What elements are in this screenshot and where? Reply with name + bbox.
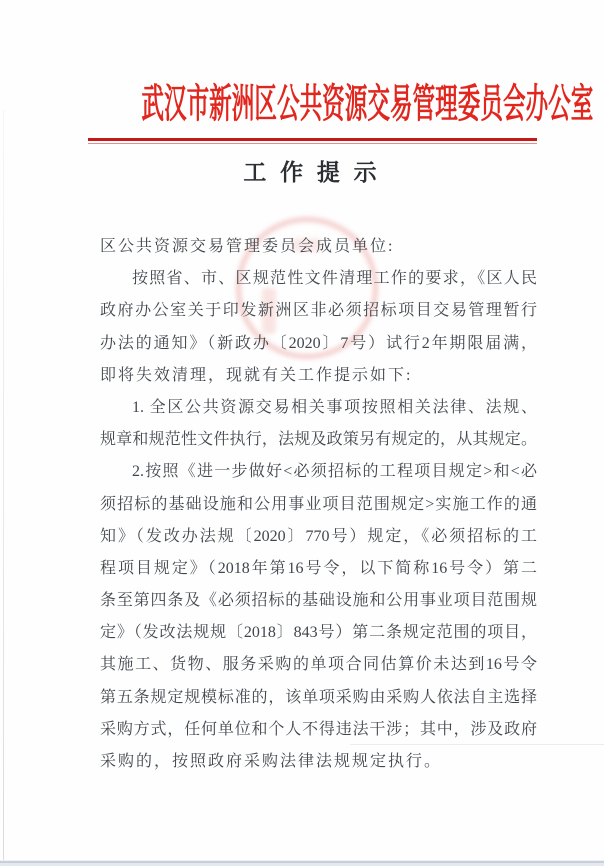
red-separator-rule [88, 138, 537, 141]
body-line: 即将失效清理，现就有关工作提示如下: [100, 366, 413, 384]
page-left-edge [3, 110, 4, 860]
document-body [100, 231, 537, 778]
body-line: 第五条规定规模标准的，该单项采购由采购人依法自主选择 [100, 688, 537, 706]
body-line: 采购方式，任何单位和个人不得违法干涉；其中，涉及政府 [100, 720, 537, 738]
body-line: 政府办公室关于印发新洲区非必须招标项目交易管理暂行 [100, 302, 537, 320]
body-line: 按照省、市、区规范性文件清理工作的要求，《区人民 [132, 270, 537, 288]
body-line: 办法的通知》（新政办〔2020〕7号）试行2年期限届满， [100, 334, 537, 352]
body-line: 规章和规范性文件执行，法规及政策另有规定的，从其规定。 [100, 431, 537, 449]
agency-header-title: 武汉市新洲区公共资源交易管理委员会办公室 [141, 81, 594, 126]
body-line: 2.按照《进一步做好<必须招标的工程项目规定>和<必 [132, 463, 537, 481]
document-title: 工 作 提 示 [243, 160, 381, 185]
body-line: 知》（发改办法规〔2020〕770号）规定，《必须招标的工 [100, 527, 537, 545]
body-line: 采购的，按照政府采购法律法规规定执行。 [100, 753, 443, 770]
body-line: 定》（发改法规规〔2018〕843号）第二条规定范围的项目， [100, 624, 537, 642]
body-line: 须招标的基础设施和公用事业项目范围规定>实施工作的通 [100, 495, 537, 513]
body-line: 其施工、货物、服务采购的单项合同估算价未达到16号令 [100, 656, 537, 674]
body-line: 1. 全区公共资源交易相关事项按照相关法律、法规、 [132, 398, 537, 416]
body-line: 程项目规定》（2018年第16号令，以下简称16号令）第二 [100, 559, 537, 577]
body-line: 条至第四条及《必须招标的基础设施和公用事业项目范围规 [100, 592, 537, 610]
body-line: 区公共资源交易管理委员会成员单位: [100, 238, 395, 255]
page-bottom-edge [0, 860, 604, 866]
